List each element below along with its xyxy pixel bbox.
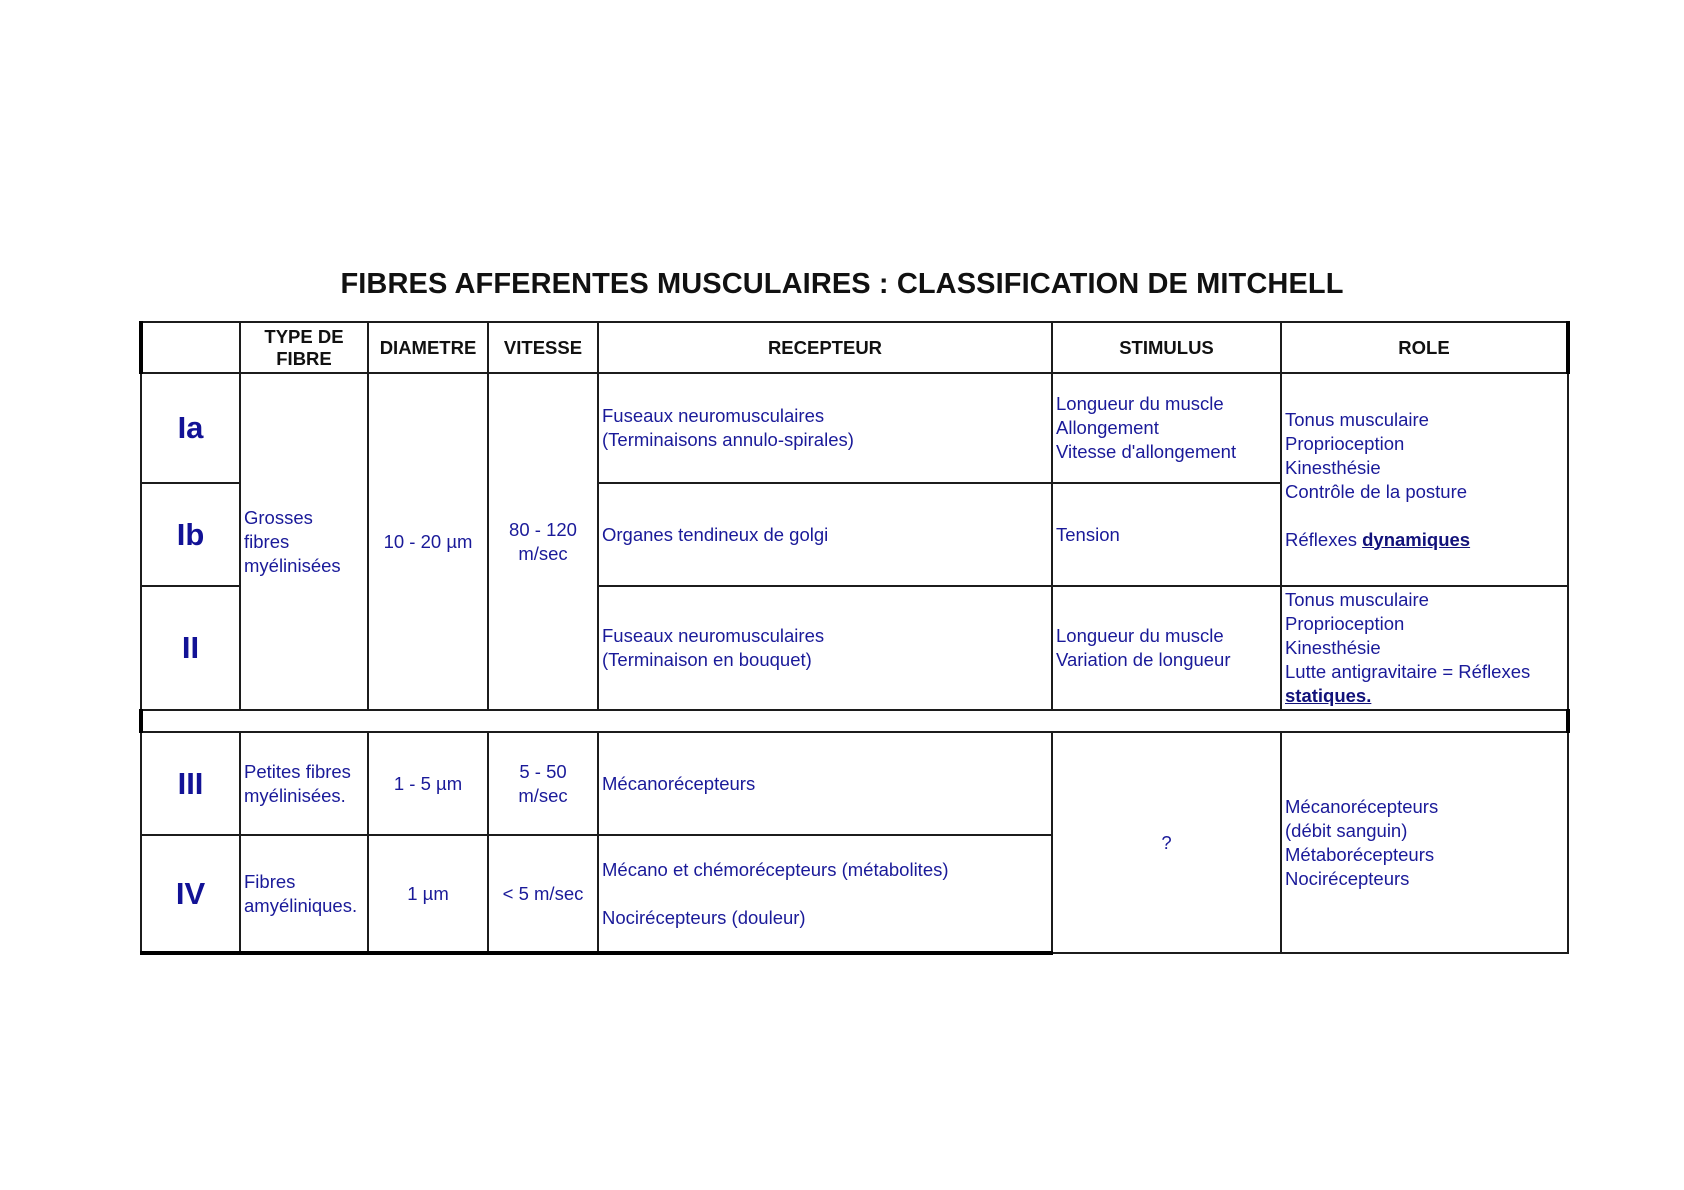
row-label-iv: IV: [141, 835, 240, 953]
header-recepteur: RECEPTEUR: [598, 322, 1052, 373]
row-iii: [141, 732, 1568, 835]
stimulus-ia: [1052, 373, 1281, 483]
header-corner: [141, 322, 240, 373]
role-group2-line4: Nocirécepteurs: [1285, 867, 1410, 889]
role-ia-ib: [1281, 373, 1568, 586]
row-label-ia: Ia: [141, 373, 240, 483]
page-title: FIBRES AFFERENTES MUSCULAIRES : CLASSIFICATION DE MITCHELL: [340, 268, 1344, 300]
type-iii: Petites fibres myélinisées.: [240, 732, 368, 835]
header-type: TYPE DE FIBRE: [240, 322, 368, 373]
type-iv: Fibres amyéliniques.: [240, 835, 368, 953]
header-vitesse: VITESSE: [488, 322, 598, 373]
role-ii: [1281, 586, 1568, 710]
separator-row: [141, 710, 1568, 732]
recepteur-ia: [598, 373, 1052, 483]
role-ia-ib-line3: Kinesthésie: [1285, 456, 1381, 478]
recepteur-ib: Organes tendineux de golgi: [598, 483, 1052, 586]
recepteur-ia-line2: (Terminaisons annulo-spirales): [602, 429, 854, 450]
role-ii-line2: Proprioception: [1285, 613, 1405, 634]
stimulus-ii: [1052, 586, 1281, 710]
recepteur-iv-line2: Nocirécepteurs (douleur): [602, 906, 806, 928]
recepteur-ii-line2: (Terminaison en bouquet): [602, 649, 812, 670]
diametre-iv: 1 µm: [368, 835, 488, 953]
stimulus-ia-line2: Allongement: [1056, 417, 1159, 438]
role-ia-ib-line5: [1285, 528, 1564, 552]
diametre-group1: 10 - 20 µm: [368, 373, 488, 710]
row-label-ib: Ib: [141, 483, 240, 586]
vitesse-group1: 80 - 120 m/sec: [488, 373, 598, 710]
stimulus-ia-line3: Vitesse d'allongement: [1056, 441, 1237, 462]
role-ii-line3: Kinesthésie: [1285, 637, 1381, 658]
recepteur-iv-line1: Mécano et chémorécepteurs (métabolites): [602, 858, 949, 880]
type-grosses-fibres: Grosses fibres myélinisées: [240, 373, 368, 710]
role-ia-ib-line1: Tonus musculaire: [1285, 408, 1429, 430]
separator-cell: [141, 710, 1568, 732]
diametre-iii: 1 - 5 µm: [368, 732, 488, 835]
classification-table: [139, 321, 1570, 955]
stimulus-ib: Tension: [1052, 483, 1281, 586]
row-ia: [141, 373, 1568, 483]
role-ii-line1: Tonus musculaire: [1285, 589, 1429, 610]
role-statiques-link[interactable]: statiques.: [1285, 685, 1372, 706]
header-stimulus: STIMULUS: [1052, 322, 1281, 373]
row-label-ii: II: [141, 586, 240, 710]
role-group2-line3: Métaborécepteurs: [1285, 843, 1435, 865]
recepteur-iv: [598, 835, 1052, 953]
recepteur-ia-line1: Fuseaux neuromusculaires: [602, 405, 825, 426]
vitesse-iii: 5 - 50 m/sec: [488, 732, 598, 835]
role-group2: [1281, 732, 1568, 953]
row-label-iii: III: [141, 732, 240, 835]
recepteur-ii: [598, 586, 1052, 710]
recepteur-ii-line1: Fuseaux neuromusculaires: [602, 625, 825, 646]
vitesse-iv: < 5 m/sec: [488, 835, 598, 953]
role-dynamiques-link[interactable]: dynamiques: [1362, 528, 1471, 550]
role-group2-line2: (débit sanguin): [1285, 819, 1408, 841]
role-ia-ib-line2: Proprioception: [1285, 432, 1405, 454]
header-diametre: DIAMETRE: [368, 322, 488, 373]
role-ii-line4: Lutte antigravitaire = Réflexes: [1285, 661, 1531, 682]
header-role: ROLE: [1281, 322, 1568, 373]
recepteur-iii: Mécanorécepteurs: [598, 732, 1052, 835]
stimulus-group2: ?: [1052, 732, 1281, 953]
role-reflexes-prefix: Réflexes: [1285, 528, 1357, 550]
stimulus-ii-line1: Longueur du muscle: [1056, 625, 1224, 646]
stimulus-ia-line1: Longueur du muscle: [1056, 393, 1224, 414]
role-ia-ib-line4: Contrôle de la posture: [1285, 480, 1468, 502]
header-row: [141, 322, 1568, 373]
role-group2-line1: Mécanorécepteurs: [1285, 795, 1439, 817]
stimulus-ii-line2: Variation de longueur: [1056, 649, 1231, 670]
